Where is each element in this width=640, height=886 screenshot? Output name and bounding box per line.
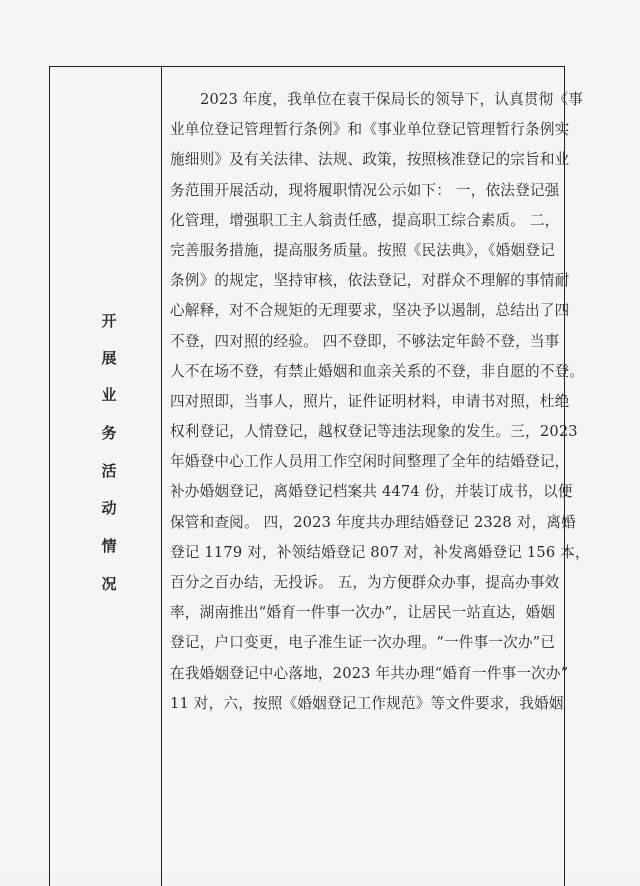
content-line: 人不在场不登，有禁止婚姻和血亲关系的不登，非自愿的不登。: [170, 362, 585, 380]
content-line: 率，湖南推出“婚育一件事一次办”，让居民一站直达，婚姻: [170, 604, 556, 622]
content-line: 登记 1179 对，补领结婚登记 807 对，补发离婚登记 156 本，: [170, 543, 590, 561]
content-line: 心解释，对不合规矩的无理要求，坚决予以遏制，总结出了四: [170, 302, 570, 320]
content-line: 2023 年度，我单位在袁干保局长的领导下，认真贯彻《事: [200, 91, 584, 108]
disclosure-table: [49, 66, 590, 886]
row-label-char: 务: [101, 424, 117, 442]
content-line: 条例》的规定，坚持审核，依法登记，对群众不理解的事情耐: [170, 272, 570, 290]
content-line: 业单位登记管理暂行条例》和《事业单位登记管理暂行条例实: [170, 121, 570, 139]
activity-content-cell: [170, 85, 590, 719]
content-line: 百分之百办结，无投诉。 五，为方便群众办事，提高办事效: [170, 574, 560, 591]
content-line: 化管理，增强职工主人翁责任感，提高职工综合素质。 二，: [170, 211, 560, 229]
content-line: 在我婚姻登记中心落地，2023 年共办理“婚育一件事一次办”: [170, 664, 569, 682]
content-line: 补办婚姻登记，离婚登记档案共 4474 份，并装订成书，以便: [170, 483, 573, 501]
content-line: 施细则》及有关法律、法规、政策，按照核准登记的宗旨和业: [170, 151, 570, 169]
row-label-char: 业: [101, 386, 117, 404]
row-label-char: 情: [101, 537, 117, 555]
content-line: 保管和查阅。 四，2023 年度共办理结婚登记 2328 对，离婚: [170, 513, 576, 531]
content-line: 完善服务措施，提高服务质量。按照《民法典》，《婚姻登记: [170, 241, 555, 259]
row-label-char: 活: [101, 462, 117, 480]
column-divider: [161, 67, 162, 886]
row-label-char: 动: [101, 499, 117, 517]
content-line: 登记，户口变更，电子准生证一次办理。“一件事一次办”已: [170, 634, 556, 652]
row-label-char: 展: [101, 349, 117, 367]
content-line: 务范围开展活动，现将履职情况公示如下： 一，依法登记强: [170, 181, 560, 199]
content-line: 不登，四对照的经验。 四不登即，不够法定年龄不登，当事: [170, 332, 560, 350]
content-line: 11 对，六，按照《婚姻登记工作规范》等文件要求，我婚姻: [170, 694, 564, 712]
row-label-cell: [50, 67, 161, 886]
row-label-char: 开: [101, 312, 117, 330]
content-line: 四对照即，当事人，照片，证件证明材料，申请书对照，杜绝: [170, 392, 570, 410]
row-label-char: 况: [101, 575, 117, 593]
content-line: 权利登记，人情登记，越权登记等违法现象的发生。三，2023: [170, 423, 578, 441]
content-line: 年婚登中心工作人员用工作空闲时间整理了全年的结婚登记，: [170, 453, 570, 471]
